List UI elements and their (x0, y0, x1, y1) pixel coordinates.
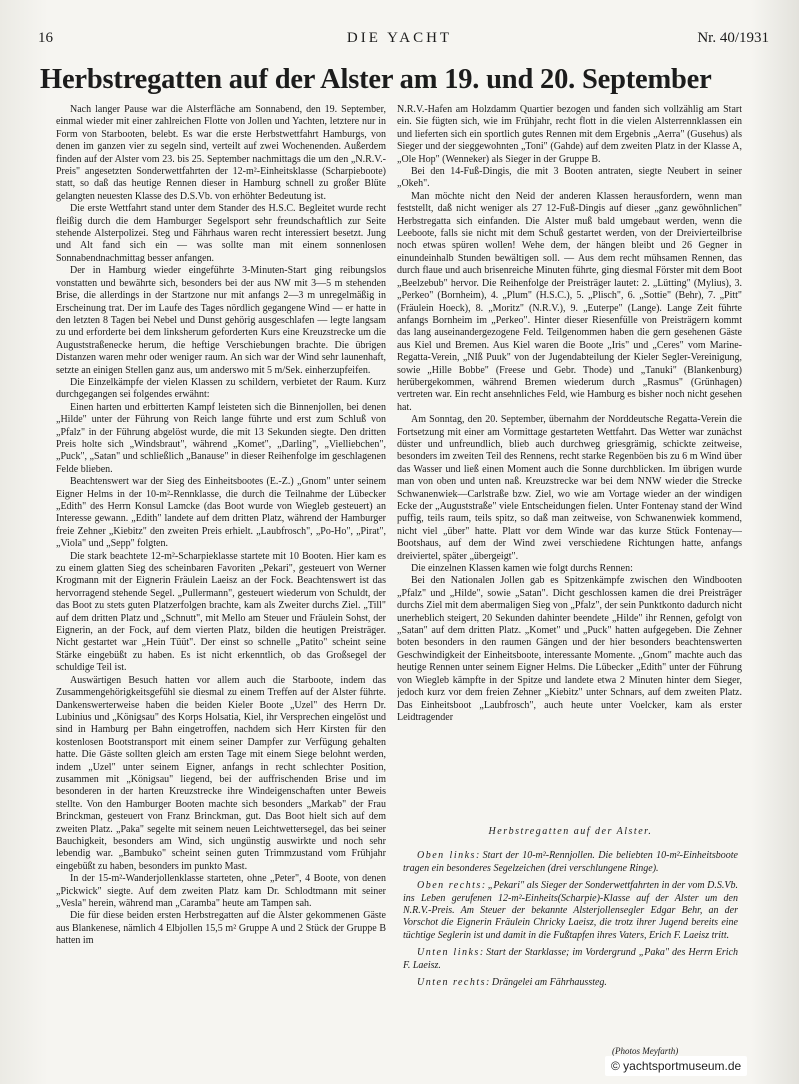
paragraph: Die Einzelkämpfe der vielen Klassen zu schildern, verbietet der Raum. Kurz durchgegangen sei folgendes erwähnt: (56, 376, 386, 401)
paragraph: Auswärtigen Besuch hatten vor allem auch die Starboote, indem das Zusammengehörigkeitsgefühl sie diesmal zu einem Treffen auf der Alster führte. Dankenswerterweise haben die beiden Kieler Boote „Uzel" des Herrn Dr. Lubinius und „Königsau" des Korps Holsatia, Kiel, ihr Versprechen eingelöst und sind in Hamburg per Bahn eingetroffen, nachdem sich Herr Kirsten für den kostenlosen Bootstransport mit einem seiner Dampfer zur Verfügung gehalten hatte. Die Gäste sollten gleich am ersten Tage mit einem Siege belohnt werden, indem „Uzel" unter seinem Eigner, anfangs in recht schlechter Position, zusammen mit „Königsau" liegend, bei der auffrischenden Brise und im besonderen in der harten Kreuzstrecke ihre Windeigenschaften unter Beweis stellte. Von den Hamburger Booten machte sich besonders „Markab" der Frau Brinckman, gesteuert von Franz Brinckman, gut. Das Boot hielt sich auf dem zweiten Platz. „Paka" segelte mit seinem neuen Leichtwettersegel, das bei seiner Bauchigkeit, besonders am Wind, sich ungünstig auswirkte und noch sehr lebendig war. „Bambuko" scheint seinen guten Trimmzustand vom Frühjahr eingebüßt zu haben, besonders im punkto Mast. (56, 674, 386, 872)
paragraph: Die für diese beiden ersten Herbstregatten auf die Alster gekommenen Gäste aus Blankenese, nämlich 4 Elbjollen 15,5 m² Gruppe A und 2 Stück der Gruppe B hatten im (56, 910, 386, 947)
paragraph: Die erste Wettfahrt stand unter dem Stander des H.S.C. Begleitet wurde recht fleißig durch die dem Hamburger Segelsport sehr freundschaftlich zur Seite stehende Alsterpolizei. Steg und Fährhaus waren recht interessiert besetzt. Jung und Alt fand sich ein — was sollte man mit einem sonnenlosen Sonnabendnachmittag besser anfangen. (56, 203, 386, 264)
article-headline: Herbstregatten auf der Alster am 19. und 20. September (40, 64, 712, 95)
paragraph: Die stark beachtete 12-m²-Scharpieklasse startete mit 10 Booten. Hier kam es zu einem glatten Sieg des scheinbaren Favoriten „Pekari", gesteuert von Werner Krogmann mit der Eignerin Fräulein Laeisz an der Fock. Beachtenswert ist das hervorragend stehende Segel. „Pullermann", gesteuert wiederum von Schuldt, der das Boot zu stets guten Platzerfolgen brachte, kam als Zweiter durchs Ziel. „Till" auf dem dritten Platz und „Schnutt", mit Mello am Steuer und Fräulein Sohst, der Eignerin, an der Fock, auf dem vierten Platz, bilden die heutigen Preisträger. Nicht gestartet war „Hein Tüüt". Der einst so schnelle „Patito" scheint seine Stärke eingebüßt zu haben. Es ist nicht erkenntlich, ob das Großsegel der schuldige Teil ist. (56, 550, 386, 674)
paragraph: Bei den Nationalen Jollen gab es Spitzenkämpfe zwischen den Windbooten „Pfalz" und „Hilde", sowie „Satan". Dicht geschlossen kamen die drei Preisträger durchs Ziel mit dem abermaligen Sieg von „Pfalz", der sein Punktkonto dadurch nicht unerheblich steigert, 20 Sekunden dahinter beendete „Hilde" ihr Rennen, gefolgt von „Satan" auf dem dritten Platz. „Komet" und „Puck" hatten aufgegeben. Die Zehner boten besonders in den raumen Gängen und der hier besonders beachtenswerten Geschwindigkeit der Einheitsboote, interessante Momente. „Gnom" machte auch das heutige Rennen unter seinem Eigner Helms. Die Lübecker „Edith" unter der Führung von Wiegleb kämpfte in der Spitze und landete etwa 2 Minuten hinter dem Sieger, jedoch kurz vor dem freien Zehner „Kiebitz" unter Schnars, auf dem zweiten Platz. Das Einheitsboot „Laubfrosch", auch heute unter Voelcker, kam als erster Leidtragender (397, 575, 742, 723)
caption-item (403, 880, 738, 942)
caption-label: Oben links (417, 850, 476, 862)
caption-text: : Drängelei am Fährhaussteg. (486, 977, 607, 989)
caption-label: Unten rechts (417, 977, 487, 989)
paragraph: Am Sonntag, den 20. September, übernahm der Norddeutsche Regatta-Verein die Fortsetzung mit einer am Vormittage gestarteten Wettfahrt. Das Wetter war zunächst düster und unfreundlich, blieb auch durchweg griesgrämig, schickte zeitweise, besonders im zweiten Teil des Rennens, recht starke Regenböen bis zu 6 m Wind über das Wasser und ließ einen Moment auch die Sonne durchblicken. Im übrigen wurde man von oben und unten naß. Kreuzstrecke war bei dem NNW wieder die Strecke Schwanenwiek—Carlstraße bzw. Ziel, wo wie am Vortage wieder an der windigen Ecke der „Auguststraße" viele Entscheidungen fielen. Unter Fontenay stand der Wind puffig, teils raum, teils spitz, so daß man zeitweise, von Schwanenwiek kommend, nicht viel „über" hatte. Platt vor dem Winde war das kurze Stück Fontenay—Bootshaus, auf dem der Wind zwei verschiedene Richtungen hatte, anfangs dreiviertel, später „übergeigt". (397, 414, 742, 562)
caption-label: Unten links (417, 947, 480, 959)
caption-label: Oben rechts (417, 880, 482, 892)
paragraph: Nach langer Pause war die Alsterfläche am Sonnabend, den 19. September, einmal wieder mit einer zahlreichen Flotte von Jollen und Yachten, letztere nur in Form von Starbooten, belebt. Es war die erste Herbstwettfahrt Hamburgs, von denen im ganzen vier zu segeln sind, verteilt auf zwei Wochenenden. Außerdem finden auf der Alster vom 23. bis 25. September nachmittags die um den „N.R.V.-Preis" angesetzten Sonderwettfahrten der 12-m²-Einheitsklasse (Scharpieboote) statt, so daß das heutige Rennen dieser in Hamburg schnell zu großer Blüte gelangten neuesten Klasse des D.S.Vb. von erhöhter Bedeutung ist. (56, 104, 386, 202)
paragraph: Man möchte nicht den Neid der anderen Klassen herausfordern, wenn man feststellt, daß nicht weniger als 27 12-Fuß-Dingis auf dieser „ganz gewöhnlichen" Herbstregatta sich einfanden. Die Alster muß bald umgebaut werden, wenn die Leeboote, falls sie nicht mit dem Schuß gestartet werden, von der Dreivierteilbrise noch etwas spüren wollen! Wehe dem, der hängen bleibt und 26 Gegner in einundeinhalb Stunden bewältigen soll. — Aus dem recht mühsamen Rennen, das durch flaue und auch brisenreiche Minuten führte, ging diesmal Förster mit dem Boot „Beelzebub" hervor. Die Reihenfolge der Preisträger lautet: 2. „Lütting" (Mylius), 3. „Perkeo" (Bornheim), 4. „Plum" (H.S.C.), 5. „Plisch", 6. „Sottie" (Behr), 7. „Pitt" (Fräulein Hoeck), 8. „Moritz" (N.R.V.), 9. „Euterpe" (Lange). Lange Zeit führte anfangs Bornheim im „Perkeo". Hinter dieser Riesenfülle von Preisträgern kommt das lang auseinandergezogene Feld. Teilgenommen haben die gern gesehenen Gäste aus Kiel und Bremen. Aus Kiel waren die Boote „Iris" und „Ceres" vom Marine-Regatta-Verein, „NIß Puuk" von der Jugendabteilung der Kieler Segler-Vereinigung, sowie „Hille Bobbe" (Freese und Gebr. Thode) und „Tanuki" (Blankenburg) herübergekommen, während Bremen wiederum durch „Rasmus" (Grünhagen) vertreten war. Ein recht ansehnliches Feld, wie Hamburg es bisher noch nicht gesehen hat. (397, 190, 742, 413)
caption-item (403, 977, 738, 989)
paragraph: Beachtenswert war der Sieg des Einheitsbootes (E.-Z.) „Gnom" unter seinem Eigner Helms in der 10-m²-Rennklasse, die durch die Teilnahme der Lübecker „Edith" des Herrn Konsul Lamcke (das Boot wurde von Wiegleb gesteuert) an Interesse gewann. „Edith" landete auf dem dritten Platz, während der Hamburger freie Zehner „Kiebitz" den zweiten Preis erhielt. „Laubfrosch", „Po-Ho", „Pirat", „Viola" und „Sepp" folgten. (56, 476, 386, 550)
museum-watermark-link[interactable]: © yachtsportmuseum.de (605, 1056, 747, 1076)
paragraph: In der 15-m²-Wanderjollenklasse starteten, ohne „Peter", 4 Boote, von denen „Pickwick" siegte. Auf dem zweiten Platz kam Dr. Schlodtmann mit seiner „Vesla" herein, während man „Caramba" heute am Tampen sah. (56, 873, 386, 909)
caption-item (403, 850, 738, 875)
magazine-title: DIE YACHT (346, 30, 453, 46)
article-column-right (397, 104, 742, 794)
photo-caption (403, 826, 738, 994)
caption-text: : Start der Starklasse; im Vordergrund „Paka" des Herrn Erich F. Laeisz. (403, 947, 739, 971)
paragraph: Einen harten und erbitterten Kampf leisteten sich die Binnenjollen, bei denen „Hilde" unter der Führung von Reich lange führte und erst zum Schluß von „Pfalz" in der Führung abgelöst wurde, die mit 13 Sekunden siegte. Den dritten Preis holte sich „Windsbraut", während „Komet", „Darling", „Vielliebchen", „Puck", „Satan" und schließlich „Banause" in dieser Reihenfolge im geschlagenen Felde blieben. (56, 401, 386, 475)
issue-number: Nr. 40/1931 (697, 30, 769, 46)
page-number: 16 (38, 30, 53, 46)
caption-item (403, 947, 738, 972)
article-column-left (56, 104, 386, 1066)
caption-text: : „Pekari" als Sieger der Sonderwettfahrten in der vom D.S.Vb. ins Leben gerufenen 12-m²-Einheits(Scharpie)-Klasse auf der Alster um den N.R.V.-Preis. Am Steuer der bekannte Alsterjollensegler Edgar Behr, an der Vorschot die Eignerin Fräulein Chricky Laeisz, die trotz ihrer Jugend bereits eine tüchtige Seglerin ist und damit in die Fußtapfen ihres Vaters, Erich F. Laeisz tritt. (403, 880, 738, 941)
caption-title: Herbstregatten auf der Alster. (488, 826, 653, 837)
paragraph: Bei den 14-Fuß-Dingis, die mit 3 Booten antraten, siegte Neubert in seiner „Okeh". (397, 166, 742, 190)
photo-credit: (Photos Meyfarth) (612, 1046, 679, 1056)
paragraph: N.R.V.-Hafen am Holzdamm Quartier bezogen und fanden sich vollzählig am Start ein. Sie fügten sich, wie im Frühjahr, recht flott in die vielen Alsterrennklassen ein und lieferten sich ein sportlich gutes Rennen mit dem Ergebnis „Aerra" (Gusehus) als Sieger und der sieggewohnten „Toni" (Gahde) auf dem zweiten Platz in der Klasse A, „Ole Hop" (Wenneker) als Sieger in der Gruppe B. (397, 104, 742, 165)
paragraph: Der in Hamburg wieder eingeführte 3-Minuten-Start ging reibungslos vonstatten und bewährte sich, besonders bei der aus NW mit 3—5 m stehenden Brise, die allerdings in der Startzone nur mit anfangs 2—3 m unregelmäßig in Erscheinung trat. Der im Laufe des Tages nördlich gegangene Wind — er hatte in den letzten 8 Tagen bei Nebel und Dunst gehörig ausgeschlafen — legte langsam zu und erforderte bei dem linksherum geforderten Kurs eine Kreuzstrecke um die Auguststraßenecke herum, die heftige Verschiebungen brachte. Die übrigen Distanzen waren mehr oder weniger raum. An sich war der Wind sehr launenhaft, setzte an einigen Stellen ganz aus, um anderswo mit 5 m/Sek. einherzupfeifen. (56, 265, 386, 376)
caption-text: : Start der 10-m²-Rennjollen. Die beliebten 10-m²-Einheitsboote tragen ein besonderes Segelzeichen (drei verschlungene Ringe). (403, 850, 738, 874)
paragraph: Die einzelnen Klassen kamen wie folgt durchs Rennen: (411, 563, 633, 575)
